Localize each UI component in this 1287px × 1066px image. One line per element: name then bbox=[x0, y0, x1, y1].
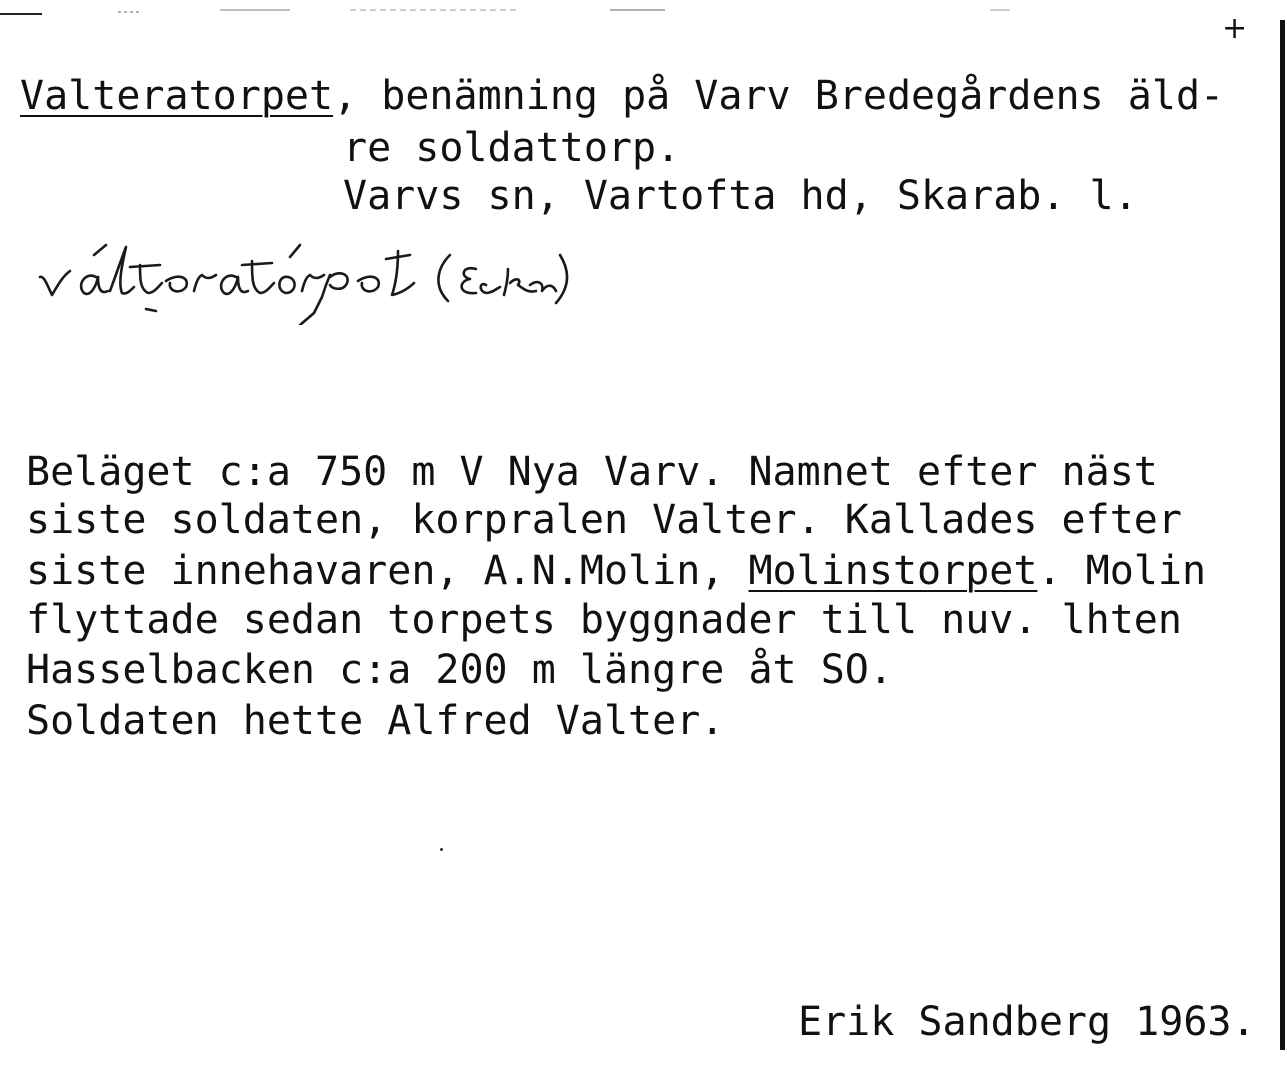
body-line-3-start: siste innehavaren, A.N.Molin, bbox=[26, 548, 749, 594]
body-line-1: Beläget c:a 750 m V Nya Varv. Namnet efter näst bbox=[26, 449, 1158, 495]
body-line-6: Soldaten hette Alfred Valter. bbox=[26, 698, 725, 744]
card-right-edge bbox=[1280, 20, 1285, 1050]
alt-name-molinstorpet: Molinstorpet bbox=[748, 548, 1038, 594]
heading-line-1 bbox=[20, 70, 1224, 122]
body-line-5: Hasselbacken c:a 200 m längre åt SO. bbox=[26, 647, 893, 693]
heading-line-2: re soldattorp. bbox=[343, 125, 681, 171]
author-signature: Erik Sandberg 1963. bbox=[798, 999, 1256, 1045]
body-line-3-end: . Molin bbox=[1037, 548, 1207, 594]
scan-speck bbox=[440, 848, 443, 851]
corner-mark: + bbox=[1222, 11, 1248, 46]
body-line-4: flyttade sedan torpets byggnader till nuv. lhten bbox=[26, 597, 1182, 643]
body-line-3 bbox=[26, 545, 1206, 597]
handwritten-pronunciation bbox=[30, 225, 740, 325]
handwriting-drawing bbox=[30, 225, 740, 325]
heading-line-1-rest: , benämning på Varv Bredegårdens äld- bbox=[333, 73, 1225, 119]
scan-edge-marks bbox=[0, 0, 1287, 30]
body-line-2: siste soldaten, korpralen Valter. Kallades efter bbox=[26, 497, 1182, 543]
headword: Valteratorpet bbox=[20, 73, 334, 119]
heading-parish-line: Varvs sn, Vartofta hd, Skarab. l. bbox=[343, 173, 1138, 219]
